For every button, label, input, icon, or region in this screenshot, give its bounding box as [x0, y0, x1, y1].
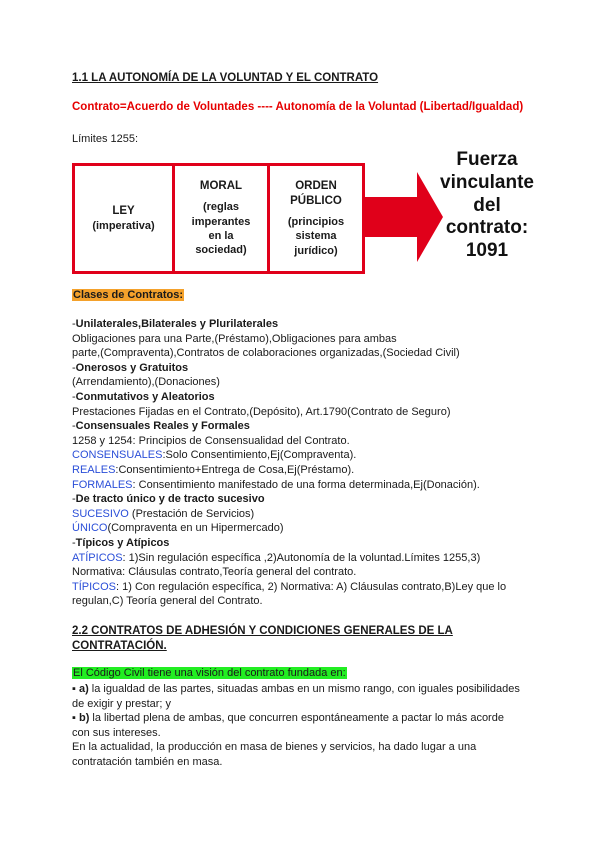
list-item [72, 463, 542, 478]
bullet-b-cont: con sus intereses. [72, 726, 161, 739]
force-line: 1091 [465, 240, 509, 262]
red-definition-line: Contrato=Acuerdo de Voluntades ---- Autonomía de la Voluntad (Libertad/Igualdad) [72, 101, 524, 113]
bullet-text: la igualdad de las partes, situadas ambas en un mismo rango, con iguales posibilidades [88, 683, 520, 695]
classes-list [72, 317, 542, 609]
keyword: REALES [72, 463, 116, 476]
list-item [72, 419, 542, 434]
orden-sub: (principios [287, 215, 345, 228]
list-item [72, 580, 542, 595]
section-heading-autonomia: 1.1 LA AUTONOMÍA DE LA VOLUNTAD Y EL CONTRATO [72, 72, 379, 84]
item-title: De tracto único y de tracto sucesivo [75, 493, 265, 506]
dash: - [72, 536, 76, 549]
ley-sub: (imperativa) [92, 219, 155, 232]
limits-boxes [72, 163, 365, 274]
paragraph-line: contratación también en masa. [72, 755, 223, 768]
keyword: ATÍPICOS [72, 551, 123, 564]
box-orden-publico [270, 166, 365, 271]
moral-title: MORAL [199, 180, 243, 193]
list-item [72, 536, 542, 551]
item-title: Consensuales Reales y Formales [75, 420, 250, 433]
box-ley [75, 166, 175, 271]
list-item: parte,(Compraventa),Contratos de colaboraciones organizadas,(Sociedad Civil) [72, 347, 460, 360]
bullet-key: b) [78, 712, 90, 725]
list-item [72, 492, 542, 507]
keyword: TÍPICOS [72, 580, 117, 593]
dash: - [72, 361, 76, 374]
dash: - [72, 420, 76, 433]
keyword: ÚNICO [72, 522, 108, 535]
bullet-a-cont: de exigir y prestar; y [72, 697, 172, 710]
force-line: Fuerza [456, 149, 518, 170]
list-item [72, 478, 542, 493]
list-item [72, 361, 542, 376]
item-title: Unilaterales,Bilaterales y Plurilaterales [75, 318, 279, 330]
list-item: Normativa: Cláusulas contrato,Teoría general del contrato. [72, 566, 357, 579]
orden-title: PÚBLICO [290, 195, 342, 208]
ley-title: LEY [112, 204, 135, 217]
orden-sub: jurídico) [294, 244, 338, 257]
list-item [72, 317, 542, 332]
list-item [72, 507, 542, 522]
classes-heading: Clases de Contratos: [73, 289, 184, 301]
item-text: :Consentimiento+Entrega de Cosa,Ej(Préstamo). [115, 463, 355, 476]
list-item [72, 551, 542, 566]
item-title: Onerosos y Gratuitos [75, 361, 189, 374]
list-item: (Arrendamiento),(Donaciones) [72, 376, 220, 389]
bullet-key: a) [78, 683, 89, 695]
force-line: contrato: [445, 217, 529, 239]
adhesion-body [72, 682, 542, 770]
fuerza-vinculante-text [432, 149, 542, 263]
dash: - [72, 493, 76, 506]
item-text: :Solo Consentimiento,Ej(Compraventa). [162, 449, 357, 462]
list-item [72, 521, 542, 536]
list-item: 1258 y 1254: Principios de Consensualidad del Contrato. [72, 434, 350, 447]
item-text: (Compraventa en un Hipermercado) [107, 522, 284, 535]
limits-diagram [72, 147, 542, 272]
bullet-a [72, 682, 542, 697]
green-highlight-line: El Código Civil tiene una visión del contrato fundada en: [73, 667, 346, 679]
section-heading-adhesion: 2.2 CONTRATOS DE ADHESIÓN Y CONDICIONES GENERALES DE LA CONTRATACIÓN. [72, 625, 453, 652]
item-title: Conmutativos y Aleatorios [75, 390, 215, 403]
orden-sub: sistema [295, 230, 337, 243]
list-item [72, 390, 542, 405]
item-title: Típicos y Atípicos [75, 536, 170, 549]
moral-sub: (reglas [202, 201, 240, 214]
box-moral [175, 166, 270, 271]
force-line: vinculante [440, 171, 534, 193]
bullet-text: la libertad plena de ambas, que concurren espontáneamente a pactar lo más acorde [89, 712, 504, 725]
moral-sub: sociedad) [195, 244, 247, 257]
limits-label: Límites 1255: [72, 133, 139, 145]
list-item: regulan,C) Teoría general del Contrato. [72, 595, 263, 608]
item-text: (Prestación de Servicios) [128, 507, 255, 520]
bullet-icon: ▪ [72, 712, 79, 725]
item-text: : Consentimiento manifestado de una forma determinada,Ej(Donación). [132, 478, 480, 491]
moral-sub: imperantes [191, 215, 251, 228]
force-line: del [473, 194, 501, 216]
dash: - [72, 390, 76, 403]
list-item: Prestaciones Fijadas en el Contrato,(Depósito), Art.1790(Contrato de Seguro) [72, 405, 451, 418]
item-text: : 1)Sin regulación específica ,2)Autonomía de la voluntad.Límites 1255,3) [122, 551, 481, 564]
orden-title: ORDEN [295, 180, 337, 193]
keyword: FORMALES [72, 478, 133, 491]
bullet-b [72, 711, 542, 726]
list-item [72, 448, 542, 463]
bullet-icon: ▪ [72, 683, 79, 695]
dash: - [72, 318, 76, 330]
keyword: SUCESIVO [72, 507, 129, 520]
list-item: Obligaciones para una Parte,(Préstamo),Obligaciones para ambas [72, 332, 397, 345]
paragraph-line: En la actualidad, la producción en masa de bienes y servicios, ha dado lugar a una [72, 741, 477, 754]
moral-sub: en la [208, 229, 234, 242]
keyword: CONSENSUALES [72, 449, 163, 462]
item-text: : 1) Con regulación específica, 2) Normativa: A) Cláusulas contrato,B)Ley que lo [116, 580, 507, 593]
